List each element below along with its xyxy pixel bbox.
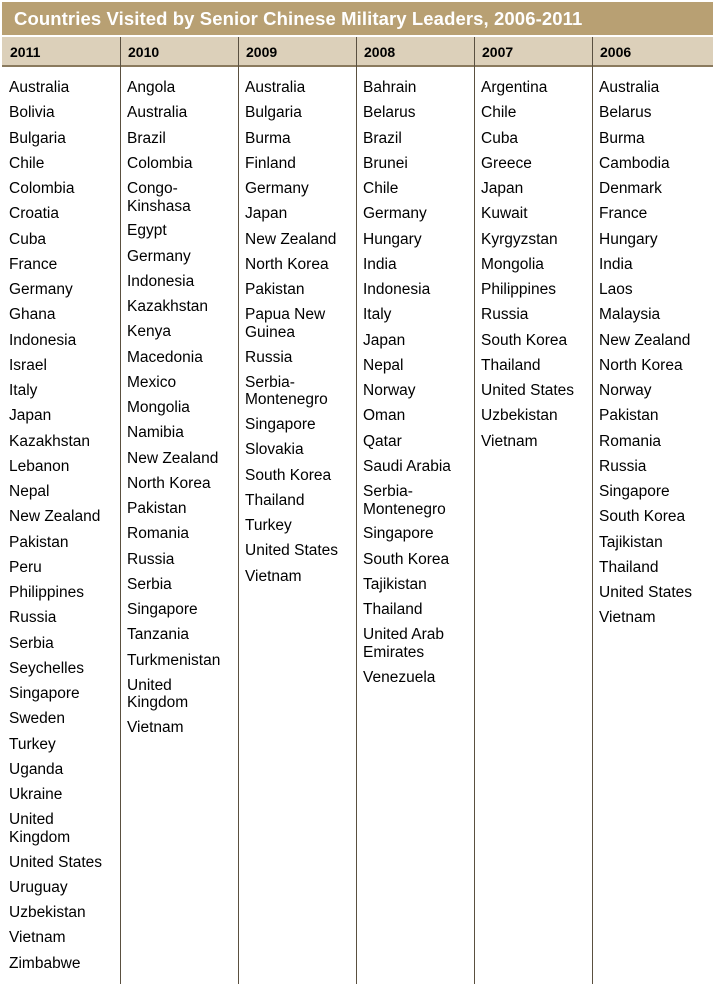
country-item: New Zealand	[9, 508, 101, 526]
country-item: Seychelles	[9, 659, 84, 677]
country-item: Venezuela	[363, 668, 436, 686]
country-item: Zimbabwe	[9, 954, 81, 972]
column-divider	[592, 37, 593, 984]
column-divider	[238, 37, 239, 984]
country-item: Pakistan	[245, 281, 305, 298]
country-item: Saudi Arabia	[363, 457, 451, 475]
country-item: Chile	[9, 154, 45, 172]
country-item: Serbia	[9, 634, 54, 652]
country-item: North Korea	[127, 474, 211, 492]
country-item: India	[363, 255, 397, 273]
country-item: Argentina	[481, 79, 548, 96]
country-item: Japan	[481, 180, 524, 197]
country-item: Russia	[599, 457, 647, 475]
country-item: Singapore	[245, 416, 316, 433]
country-item: Indonesia	[9, 331, 77, 349]
country-item: Cambodia	[599, 154, 670, 172]
country-item: Tajikistan	[599, 533, 663, 551]
country-item: Sweden	[9, 710, 66, 728]
country-item: Hungary	[363, 230, 422, 248]
country-item: Japan	[245, 205, 288, 223]
country-item: Nepal	[9, 483, 50, 500]
country-item: Norway	[363, 382, 416, 399]
country-item: Thailand	[245, 491, 305, 509]
country-item: Germany	[127, 247, 191, 265]
country-item: Australia	[245, 79, 306, 96]
country-item: Pakistan	[599, 407, 659, 425]
country-item: Israel	[9, 356, 47, 374]
country-item: Pakistan	[127, 500, 187, 517]
country-item: Ukraine	[9, 786, 63, 803]
country-item: Bulgaria	[9, 129, 66, 147]
country-item: Hungary	[599, 230, 658, 248]
country-item: Kuwait	[481, 205, 528, 223]
country-item: Serbia	[127, 575, 172, 593]
country-item: Tanzania	[127, 626, 190, 644]
country-item: Australia	[127, 104, 188, 122]
country-item: Greece	[481, 154, 532, 172]
country-item: Philippines	[481, 281, 556, 298]
country-item: North Korea	[599, 356, 683, 374]
country-item: Norway	[599, 382, 652, 399]
country-item: Belarus	[599, 104, 652, 122]
country-item: Kazakhstan	[9, 432, 90, 450]
country-item: Russia	[481, 306, 529, 324]
year-header-2006: 2006	[600, 44, 632, 60]
country-item: United States	[245, 542, 339, 560]
country-item: Kenya	[127, 323, 171, 341]
country-item: Singapore	[363, 525, 434, 543]
year-header-2010: 2010	[128, 44, 160, 60]
country-item: France	[599, 205, 648, 223]
country-item: New Zealand	[245, 230, 337, 248]
country-item: Laos	[599, 281, 633, 298]
country-item: Cuba	[9, 230, 47, 248]
country-item: United Arab Emirates	[363, 626, 444, 661]
country-item: Uzbekistan	[9, 904, 86, 921]
country-item: Chile	[363, 180, 399, 197]
country-item: Croatia	[9, 205, 59, 223]
country-item: Turkey	[245, 517, 292, 534]
country-item: Singapore	[9, 685, 80, 702]
country-item: Philippines	[9, 584, 84, 601]
country-item: Brunei	[363, 154, 408, 172]
country-item: Slovakia	[245, 441, 304, 459]
country-item: Serbia- Montenegro	[363, 483, 446, 518]
country-item: Peru	[9, 558, 42, 576]
year-header-2008: 2008	[364, 44, 396, 60]
country-list-2007	[481, 79, 589, 458]
country-item: Tajikistan	[363, 575, 427, 593]
country-item: United Kingdom	[9, 811, 71, 846]
country-list-2006	[599, 79, 711, 635]
country-item: Turkey	[9, 735, 56, 753]
country-item: Brazil	[127, 129, 166, 147]
country-item: Uruguay	[9, 878, 68, 896]
country-item: Australia	[9, 79, 70, 96]
country-item: Macedonia	[127, 348, 203, 366]
country-item: New Zealand	[599, 331, 691, 349]
country-item: New Zealand	[127, 449, 219, 467]
country-item: Ghana	[9, 306, 56, 324]
country-item: India	[599, 255, 633, 273]
country-item: Vietnam	[9, 929, 66, 947]
country-item: Congo- Kinshasa	[127, 180, 191, 215]
country-item: Germany	[245, 180, 309, 197]
country-item: Oman	[363, 407, 406, 425]
country-item: Italy	[9, 382, 38, 399]
country-item: Germany	[9, 281, 73, 298]
country-item: Mexico	[127, 373, 177, 391]
country-item: Egypt	[127, 222, 167, 240]
country-item: United States	[9, 853, 103, 871]
country-item: Brazil	[363, 129, 402, 147]
country-item: France	[9, 255, 58, 273]
country-item: Russia	[9, 609, 57, 627]
table-title: Countries Visited by Senior Chinese Military Leaders, 2006-2011	[2, 2, 713, 35]
country-item: Qatar	[363, 432, 402, 450]
country-item: Finland	[245, 154, 296, 172]
country-item: Uganda	[9, 760, 64, 778]
column-divider	[120, 37, 121, 984]
country-item: Nepal	[363, 356, 404, 374]
country-item: Mongolia	[127, 399, 190, 416]
country-item: Belarus	[363, 104, 416, 122]
country-item: South Korea	[363, 550, 450, 568]
country-item: Vietnam	[481, 432, 538, 450]
country-item: Thailand	[481, 356, 541, 374]
country-item: Bulgaria	[245, 104, 302, 122]
country-item: Thailand	[599, 558, 659, 576]
country-item: South Korea	[245, 466, 332, 484]
country-item: Vietnam	[245, 567, 302, 585]
country-item: Papua New Guinea	[245, 306, 326, 341]
country-item: Australia	[599, 79, 660, 96]
column-divider	[474, 37, 475, 984]
country-list-2010	[127, 79, 235, 744]
country-item: Denmark	[599, 180, 662, 197]
country-item: Russia	[127, 550, 175, 568]
country-item: Chile	[481, 104, 517, 122]
country-item: Malaysia	[599, 306, 661, 324]
country-item: Bolivia	[9, 104, 55, 122]
country-item: Japan	[363, 331, 406, 349]
country-item: Uzbekistan	[481, 407, 558, 425]
country-item: South Korea	[481, 331, 568, 349]
country-list-2011	[9, 79, 117, 980]
country-item: Kyrgyzstan	[481, 230, 558, 248]
country-item: Romania	[127, 525, 190, 543]
country-item: North Korea	[245, 255, 329, 273]
country-item: Colombia	[127, 154, 193, 172]
year-header-2009: 2009	[246, 44, 278, 60]
country-item: Burma	[245, 129, 291, 147]
country-item: Italy	[363, 306, 392, 324]
country-item: Thailand	[363, 601, 423, 618]
country-item: Indonesia	[363, 281, 431, 298]
country-list-2009	[245, 79, 353, 593]
country-item: Japan	[9, 407, 52, 425]
country-item: Singapore	[127, 601, 198, 618]
country-item: Indonesia	[127, 272, 195, 290]
country-item: Bahrain	[363, 79, 417, 96]
column-divider	[356, 37, 357, 984]
country-item: Cuba	[481, 129, 519, 147]
country-item: United States	[481, 382, 575, 399]
country-item: Vietnam	[127, 719, 184, 736]
country-item: Serbia- Montenegro	[245, 373, 328, 409]
country-item: Singapore	[599, 483, 670, 500]
country-item: Namibia	[127, 424, 184, 442]
country-item: United Kingdom	[127, 676, 189, 712]
country-item: Pakistan	[9, 533, 69, 551]
country-item: Germany	[363, 205, 427, 223]
country-item: Angola	[127, 79, 176, 96]
country-item: South Korea	[599, 508, 686, 526]
country-item: Kazakhstan	[127, 298, 208, 315]
country-item: Romania	[599, 432, 662, 450]
country-item: Vietnam	[599, 609, 656, 627]
country-item: Turkmenistan	[127, 651, 221, 669]
country-item: Burma	[599, 129, 645, 147]
country-item: United States	[599, 584, 693, 601]
year-header-2007: 2007	[482, 44, 514, 60]
country-item: Russia	[245, 348, 293, 366]
country-item: Lebanon	[9, 457, 70, 475]
country-item: Mongolia	[481, 255, 544, 273]
country-list-2008	[363, 79, 471, 694]
country-item: Colombia	[9, 180, 75, 197]
year-header-2011: 2011	[10, 44, 41, 60]
